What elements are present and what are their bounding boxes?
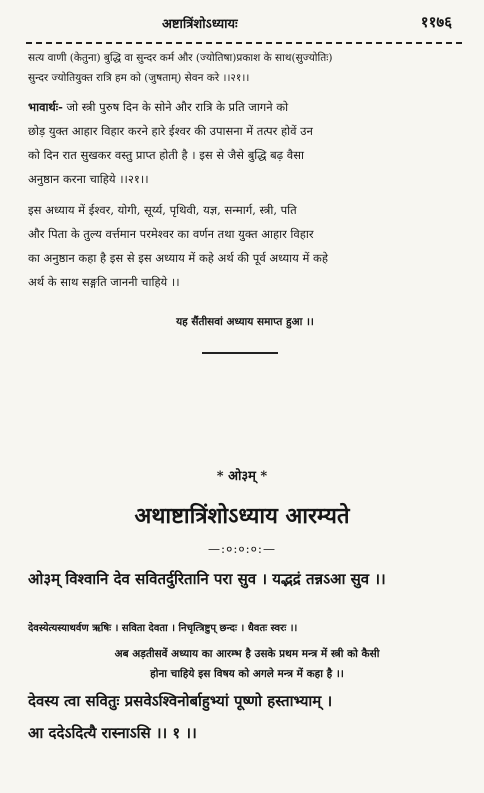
summary-line: और पिता के तुल्य वर्त्तमान परमेश्वर का वर्णन तथा युक्त आहार विहार [28, 227, 314, 241]
summary-line: अर्थ के साथ सङ्गति जाननी चाहिये ।। [28, 275, 180, 289]
chapter-end-note: यह सैंतीसवां अध्याय समाप्त हुआ ।। [176, 316, 314, 328]
header-rule [26, 42, 462, 44]
bhavarth-text: जो स्त्री पुरुष दिन के सोने और रात्रि के प्रति जागने को [66, 100, 289, 114]
mantra-line: ओ३म् विश्वानि देव सवितर्दुरितानि परा सुव । यद्भद्रं तन्नऽआ सुव ।। [28, 570, 386, 588]
intro-paragraph [34, 644, 460, 684]
mantra-line: आ ददेऽदित्यै रास्नाऽसि ।। १ ।। [28, 724, 197, 742]
section-divider [202, 352, 278, 354]
bhavarth-line: अनुष्ठान करना चाहिये ।।२१।। [28, 172, 149, 186]
intro-line: होना चाहिये इस विषय को अगले मन्त्र में कहा है ।। [150, 668, 344, 680]
mantra-line: देवस्य त्वा सवितुः प्रसवेऽश्विनोर्बाहुभ्यां पूष्णो हस्ताभ्याम् । [28, 692, 333, 710]
summary-line: इस अध्याय में ईश्वर, योगी, सूर्य्य, पृथिवी, यज्ञ, सन्मार्ग, स्त्री, पति [28, 203, 297, 217]
title-ornament: —:०:०:०:— [208, 542, 276, 556]
bhavarth-line [28, 97, 462, 118]
chapter-title: अथाष्टात्रिंशोऽध्याय आरम्यते [134, 503, 350, 529]
body-line: सुन्दर ज्योतियुक्त रात्रि हम को (जुषताम्) सेवन करे ।।२१।। [28, 72, 250, 84]
page-header [22, 6, 460, 40]
bhavarth-line: छोड़ युक्त आहार विहार करने हारे ईश्वर की उपासना में तत्पर होवें उन [28, 124, 313, 138]
intro-line: अब अड़तीसवें अध्याय का आरम्भ है उसके प्रथम मन्त्र में स्त्री को कैसी [114, 648, 380, 660]
bhavarth-label: भावार्थः- [28, 100, 63, 114]
body-line: सत्य वाणी (केतुना) बुद्धि वा सुन्दर कर्म और (ज्योतिषा)प्रकाश के साथ(सुज्योतिः) [28, 52, 333, 64]
rishi-devata-line: देवस्येत्यस्याथर्वण ऋषिः । सविता देवता । निचृत्त्रिष्टुप् छन्दः । धैवतः स्वरः ।। [28, 623, 298, 634]
om-heading: * ओ३म् * [216, 469, 268, 484]
bhavarth-line: को दिन रात सुखकर वस्तु प्राप्त होती है । इस से जैसे बुद्धि बढ़ वैसा [28, 148, 304, 162]
running-title: अष्टात्रिंशोऽध्यायः [162, 17, 238, 32]
page-number: ११७६ [420, 13, 452, 31]
summary-line: का अनुष्ठान कहा है इस से इस अध्याय में कहे अर्थ की पूर्व अध्याय में कहे [28, 251, 328, 265]
